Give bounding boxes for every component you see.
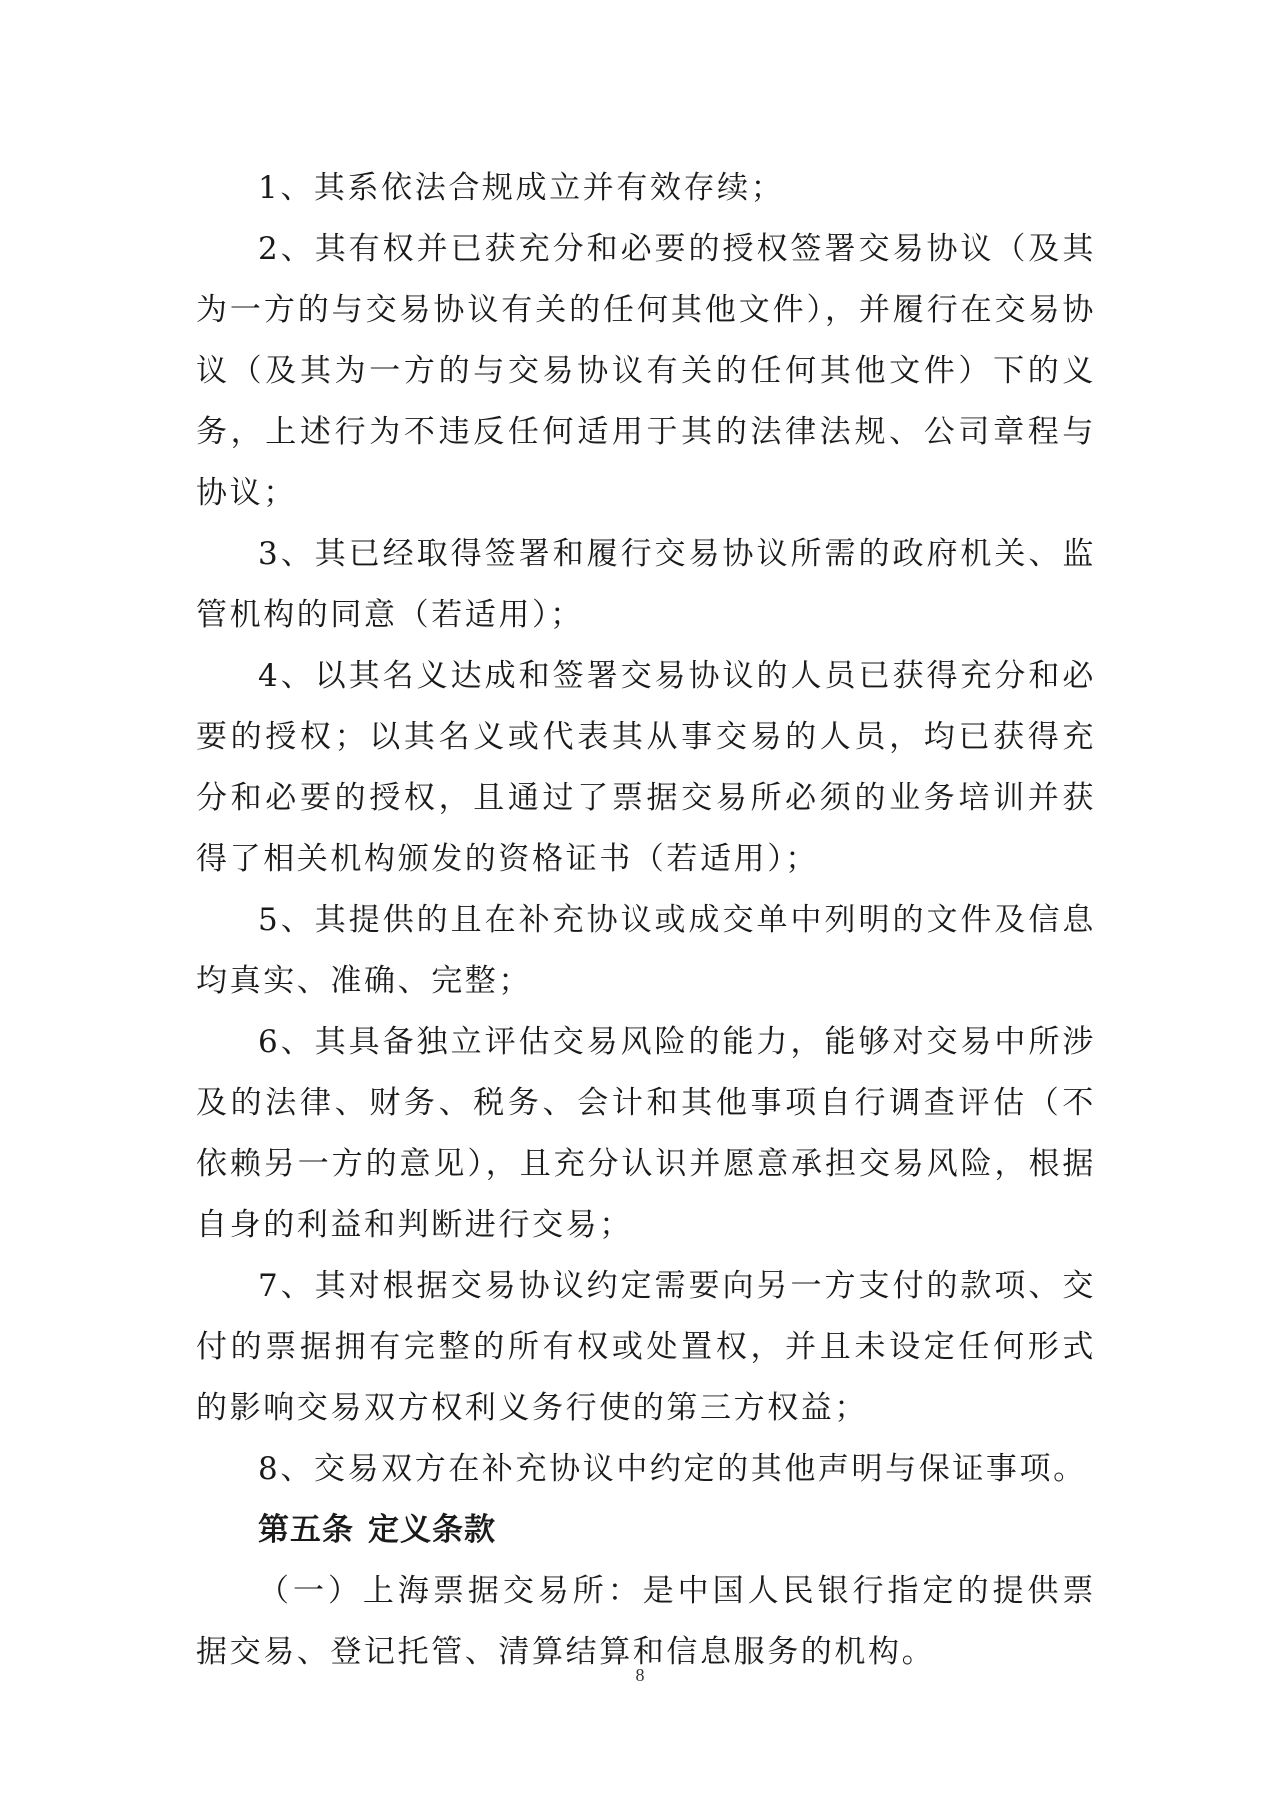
clause-6: 6、其具备独立评估交易风险的能力，能够对交易中所涉及的法律、财务、税务、会计和其他事项自行调查评估（不依赖另一方的意见），且充分认识并愿意承担交易风险，根据自身的利益和判断进行交易； [196,1024,1096,1243]
article-heading [196,1500,1096,1561]
clause-3: 3、其已经取得签署和履行交易协议所需的政府机关、监管机构的同意（若适用）； [196,536,1096,633]
definition-1: （一）上海票据交易所：是中国人民银行指定的提供票据交易、登记托管、清算结算和信息服务的机构。 [196,1573,1096,1670]
clause-5: 5、其提供的且在补充协议或成交单中列明的文件及信息均真实、准确、完整； [196,902,1096,999]
clause-7: 7、其对根据交易协议约定需要向另一方支付的款项、交付的票据拥有完整的所有权或处置权，并且未设定任何形式的影响交易双方权利义务行使的第三方权益； [196,1268,1096,1426]
clause-1: 1、其系依法合规成立并有效存续； [258,170,785,206]
document-body [196,158,1096,1683]
clause-2: 2、其有权并已获充分和必要的授权签署交易协议（及其为一方的与交易协议有关的任何其他文件），并履行在交易协议（及其为一方的与交易协议有关的任何其他文件）下的义务，上述行为不违反任何适用于其的法律法规、公司章程与协议； [196,231,1096,511]
article-number: 第五条 [258,1512,354,1548]
clause-4: 4、以其名义达成和签署交易协议的人员已获得充分和必要的授权；以其名义或代表其从事交易的人员，均已获得充分和必要的授权，且通过了票据交易所必须的业务培训并获得了相关机构颁发的资格证书（若适用）； [196,658,1096,877]
article-title: 定义条款 [368,1512,496,1548]
page-number: 8 [635,1665,645,1685]
clause-8: 8、交易双方在补充协议中约定的其他声明与保证事项。 [258,1451,1087,1487]
